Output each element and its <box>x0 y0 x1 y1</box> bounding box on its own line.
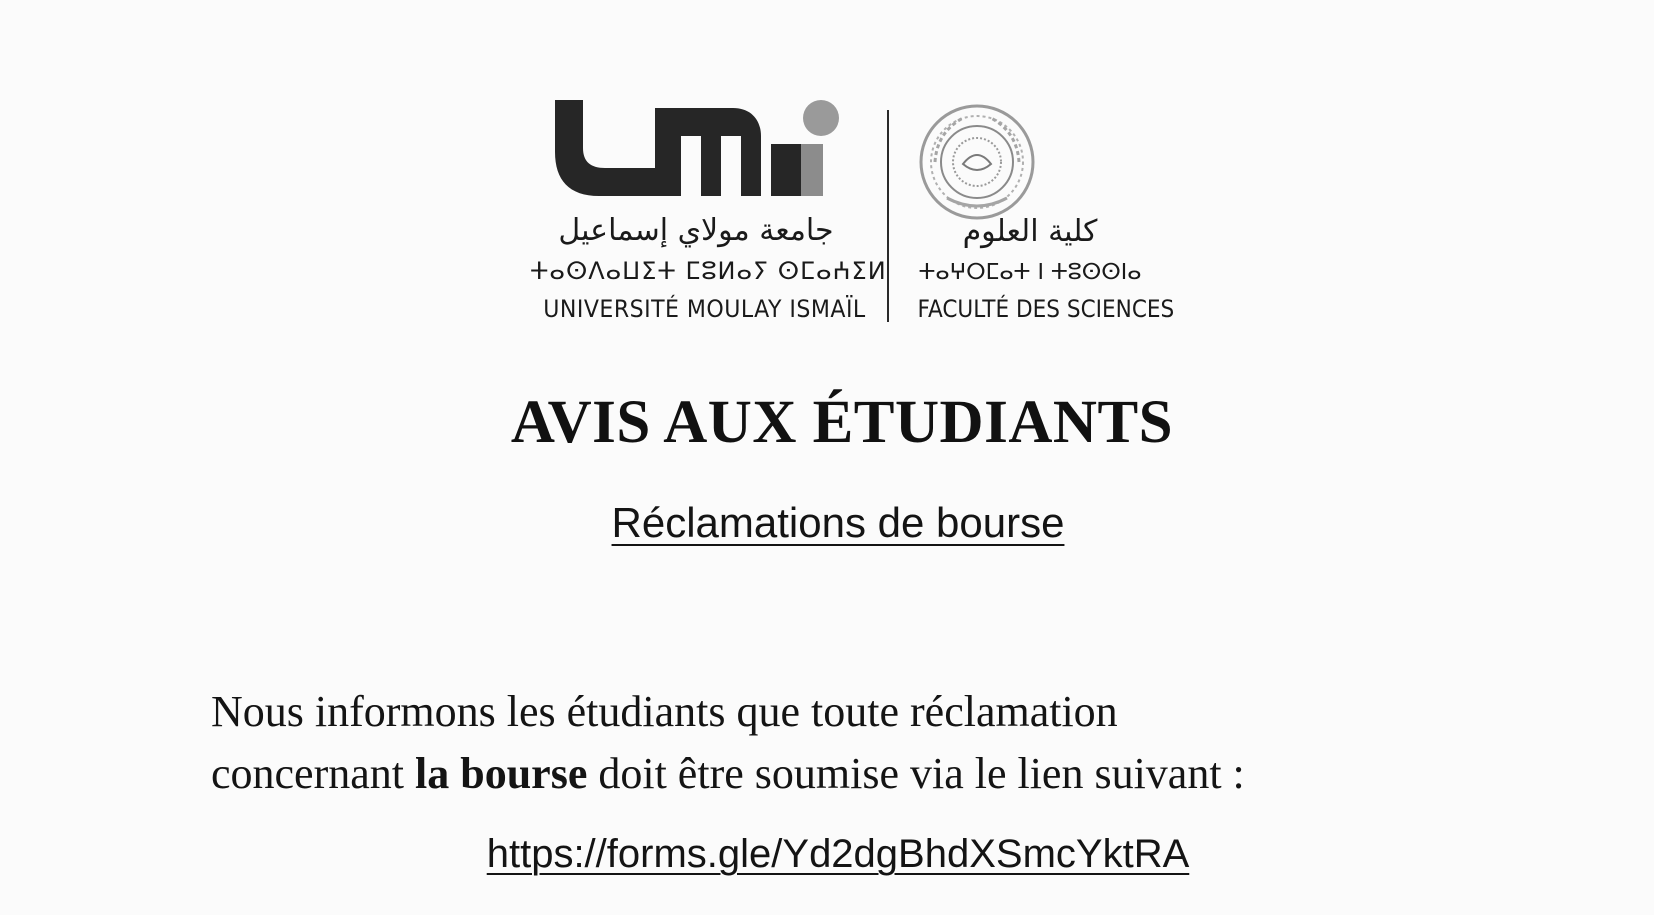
faculty-name-tifinagh: ⵜⴰⵖⵔⵎⴰⵜ ⵏ ⵜⵓⵙⵙⵏⴰ <box>918 260 1142 285</box>
body-line-1: Nous informons les étudiants que toute réclamation <box>211 687 1118 736</box>
form-link[interactable]: https://forms.gle/Yd2dgBhdXSmcYktRA <box>486 832 1190 876</box>
faculty-name-arabic: كلية العلوم <box>962 214 1098 249</box>
logo-divider <box>887 110 889 322</box>
body-line-2-end: doit être soumise via le lien suivant : <box>587 749 1245 798</box>
university-name-arabic: جامعة مولاي إسماعيل <box>558 213 834 248</box>
body-line-2-start: concernant <box>211 749 415 798</box>
umi-logo-icon <box>555 100 845 196</box>
body-line-2 <box>211 743 1511 805</box>
notice-body <box>211 681 1511 805</box>
faculty-seal-icon <box>917 102 1037 222</box>
university-name-latin: UNIVERSITÉ MOULAY ISMAÏL <box>543 295 866 323</box>
university-name-tifinagh: ⵜⴰⵙⴷⴰⵡⵉⵜ ⵎⵓⵍⴰⵢ ⵙⵎⴰⵄⵉⵍ <box>530 257 887 285</box>
faculty-name-latin: FACULTÉ DES SCIENCES <box>917 295 1175 323</box>
body-line-2-bold: la bourse <box>415 749 588 798</box>
page-subtitle: Réclamations de bourse <box>611 499 1065 546</box>
page-title: AVIS AUX ÉTUDIANTS <box>510 389 1174 456</box>
